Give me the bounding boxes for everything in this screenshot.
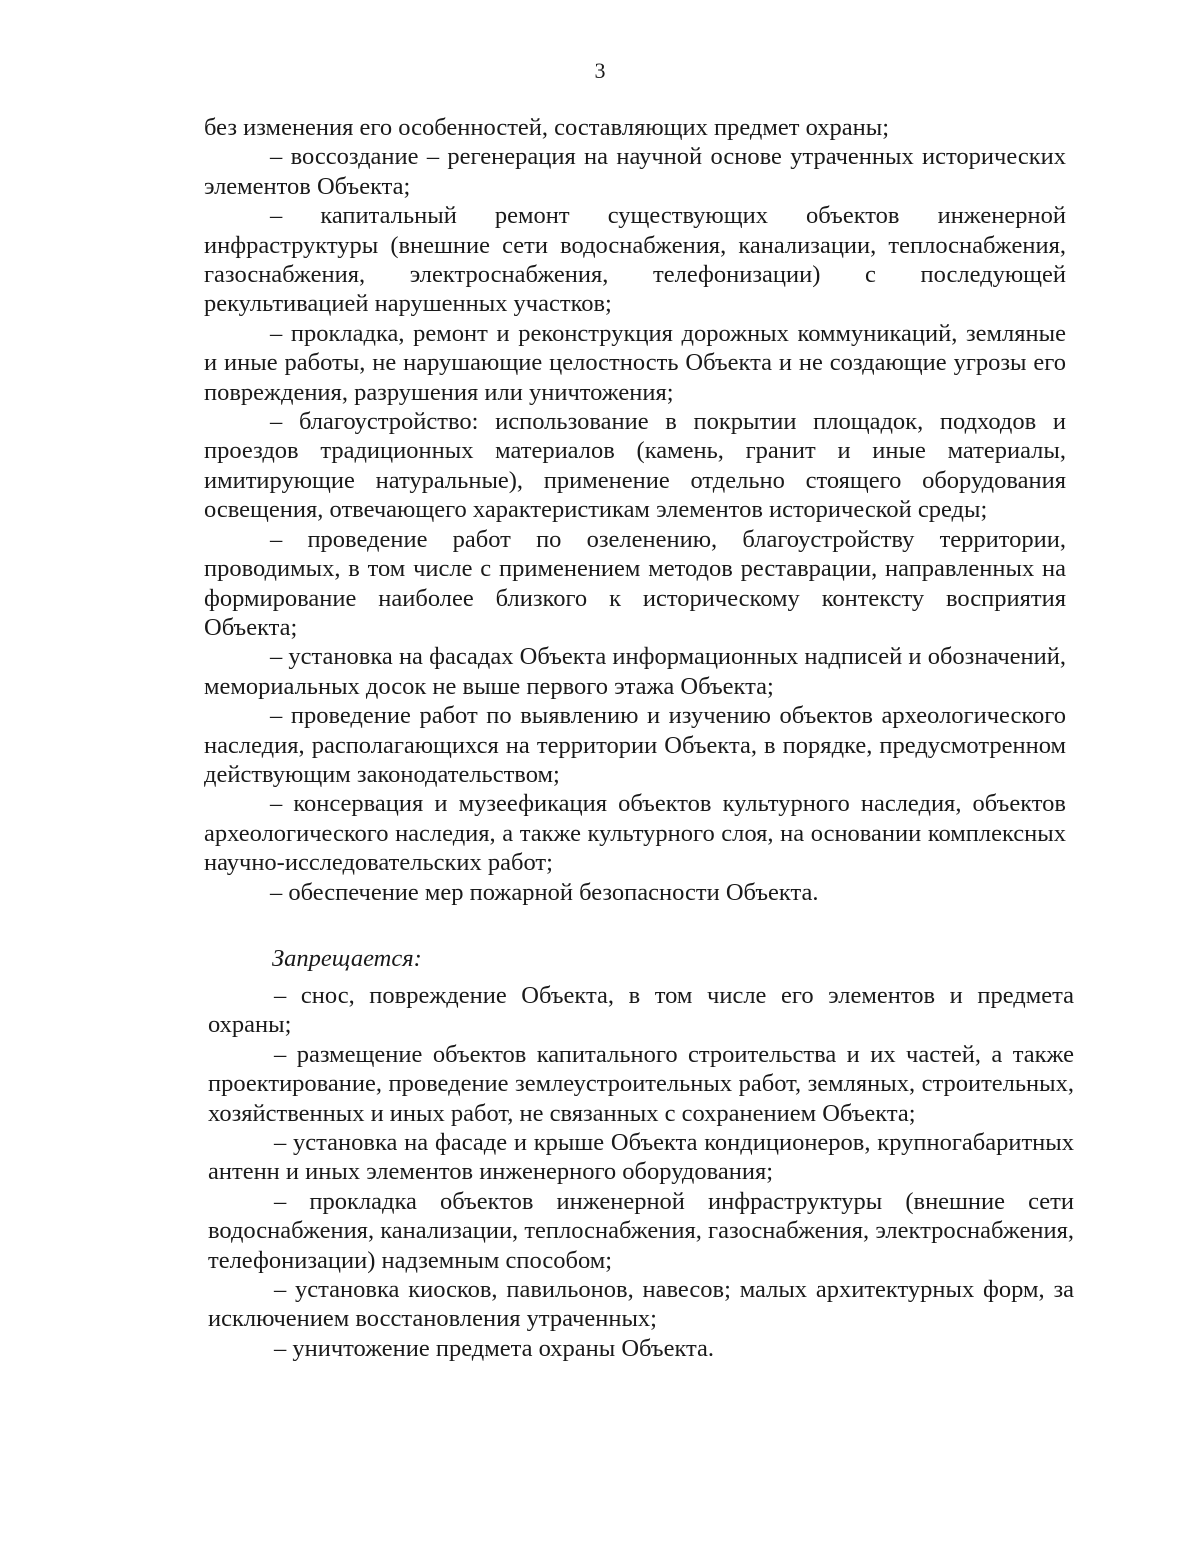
- prohibited-item: – размещение объектов капитального строительства и их частей, а также проектирование, проведение землеустроительных работ, земляных, строительных, хозяйственных и иных работ, не связанных с сохранением Объекта;: [208, 1040, 1074, 1127]
- prohibited-works-list: [208, 981, 1074, 1363]
- permitted-item: – воссоздание – регенерация на научной основе утраченных исторических элементов Объекта;: [204, 143, 1066, 200]
- prohibited-item: – снос, повреждение Объекта, в том числе его элементов и предмета охраны;: [208, 982, 1074, 1039]
- permitted-item: – консервация и музеефикация объектов культурного наследия, объектов археологического наследия, а также культурного слоя, на основании комплексных научно-исследовательских работ;: [204, 790, 1066, 877]
- permitted-item: без изменения его особенностей, составляющих предмет охраны;: [204, 114, 889, 141]
- permitted-item: – благоустройство: использование в покрытии площадок, подходов и проездов традиционных материалов (камень, гранит и иные материалы, имитирующие натуральные), применение отдельно стоящего оборудования освещения, отвечающего характеристикам элементов исторической среды;: [204, 408, 1066, 524]
- permitted-item: – проведение работ по озеленению, благоустройству территории, проводимых, в том числе с применением методов реставрации, направленных на формирование наиболее близкого к историческому контексту восприятия Объекта;: [204, 525, 1066, 641]
- permitted-item: – проведение работ по выявлению и изучению объектов археологического наследия, располагающихся на территории Объекта, в порядке, предусмотренном действующим законодательством;: [204, 702, 1066, 788]
- prohibited-item: – прокладка объектов инженерной инфраструктуры (внешние сети водоснабжения, канализации, теплоснабжения, газоснабжения, электроснабжения, телефонизации) надземным способом;: [208, 1187, 1074, 1274]
- permitted-item: – обеспечение мер пожарной безопасности Объекта.: [270, 878, 819, 906]
- prohibited-item: – уничтожение предмета охраны Объекта.: [274, 1334, 715, 1362]
- permitted-works-list: [204, 113, 1066, 907]
- permitted-item: – прокладка, ремонт и реконструкция дорожных коммуникаций, земляные и иные работы, не нарушающие целостность Объекта и не создающие угрозы его повреждения, разрушения или уничтожения;: [204, 319, 1066, 406]
- page-number: 3: [594, 58, 606, 83]
- prohibited-heading: Запрещается:: [272, 945, 422, 972]
- prohibited-item: – установка на фасаде и крыше Объекта кондиционеров, крупногабаритных антенн и иных элементов инженерного оборудования;: [208, 1129, 1074, 1186]
- permitted-item: – капитальный ремонт существующих объектов инженерной инфраструктуры (внешние сети водоснабжения, канализации, теплоснабжения, газоснабжения, электроснабжения, телефонизации) с последующей рекультивацией нарушенных участков;: [204, 202, 1066, 318]
- permitted-item: – установка на фасадах Объекта информационных надписей и обозначений, мемориальных досок не выше первого этажа Объекта;: [204, 643, 1066, 700]
- prohibited-item: – установка киосков, павильонов, навесов; малых архитектурных форм, за исключением восстановления утраченных;: [208, 1276, 1074, 1333]
